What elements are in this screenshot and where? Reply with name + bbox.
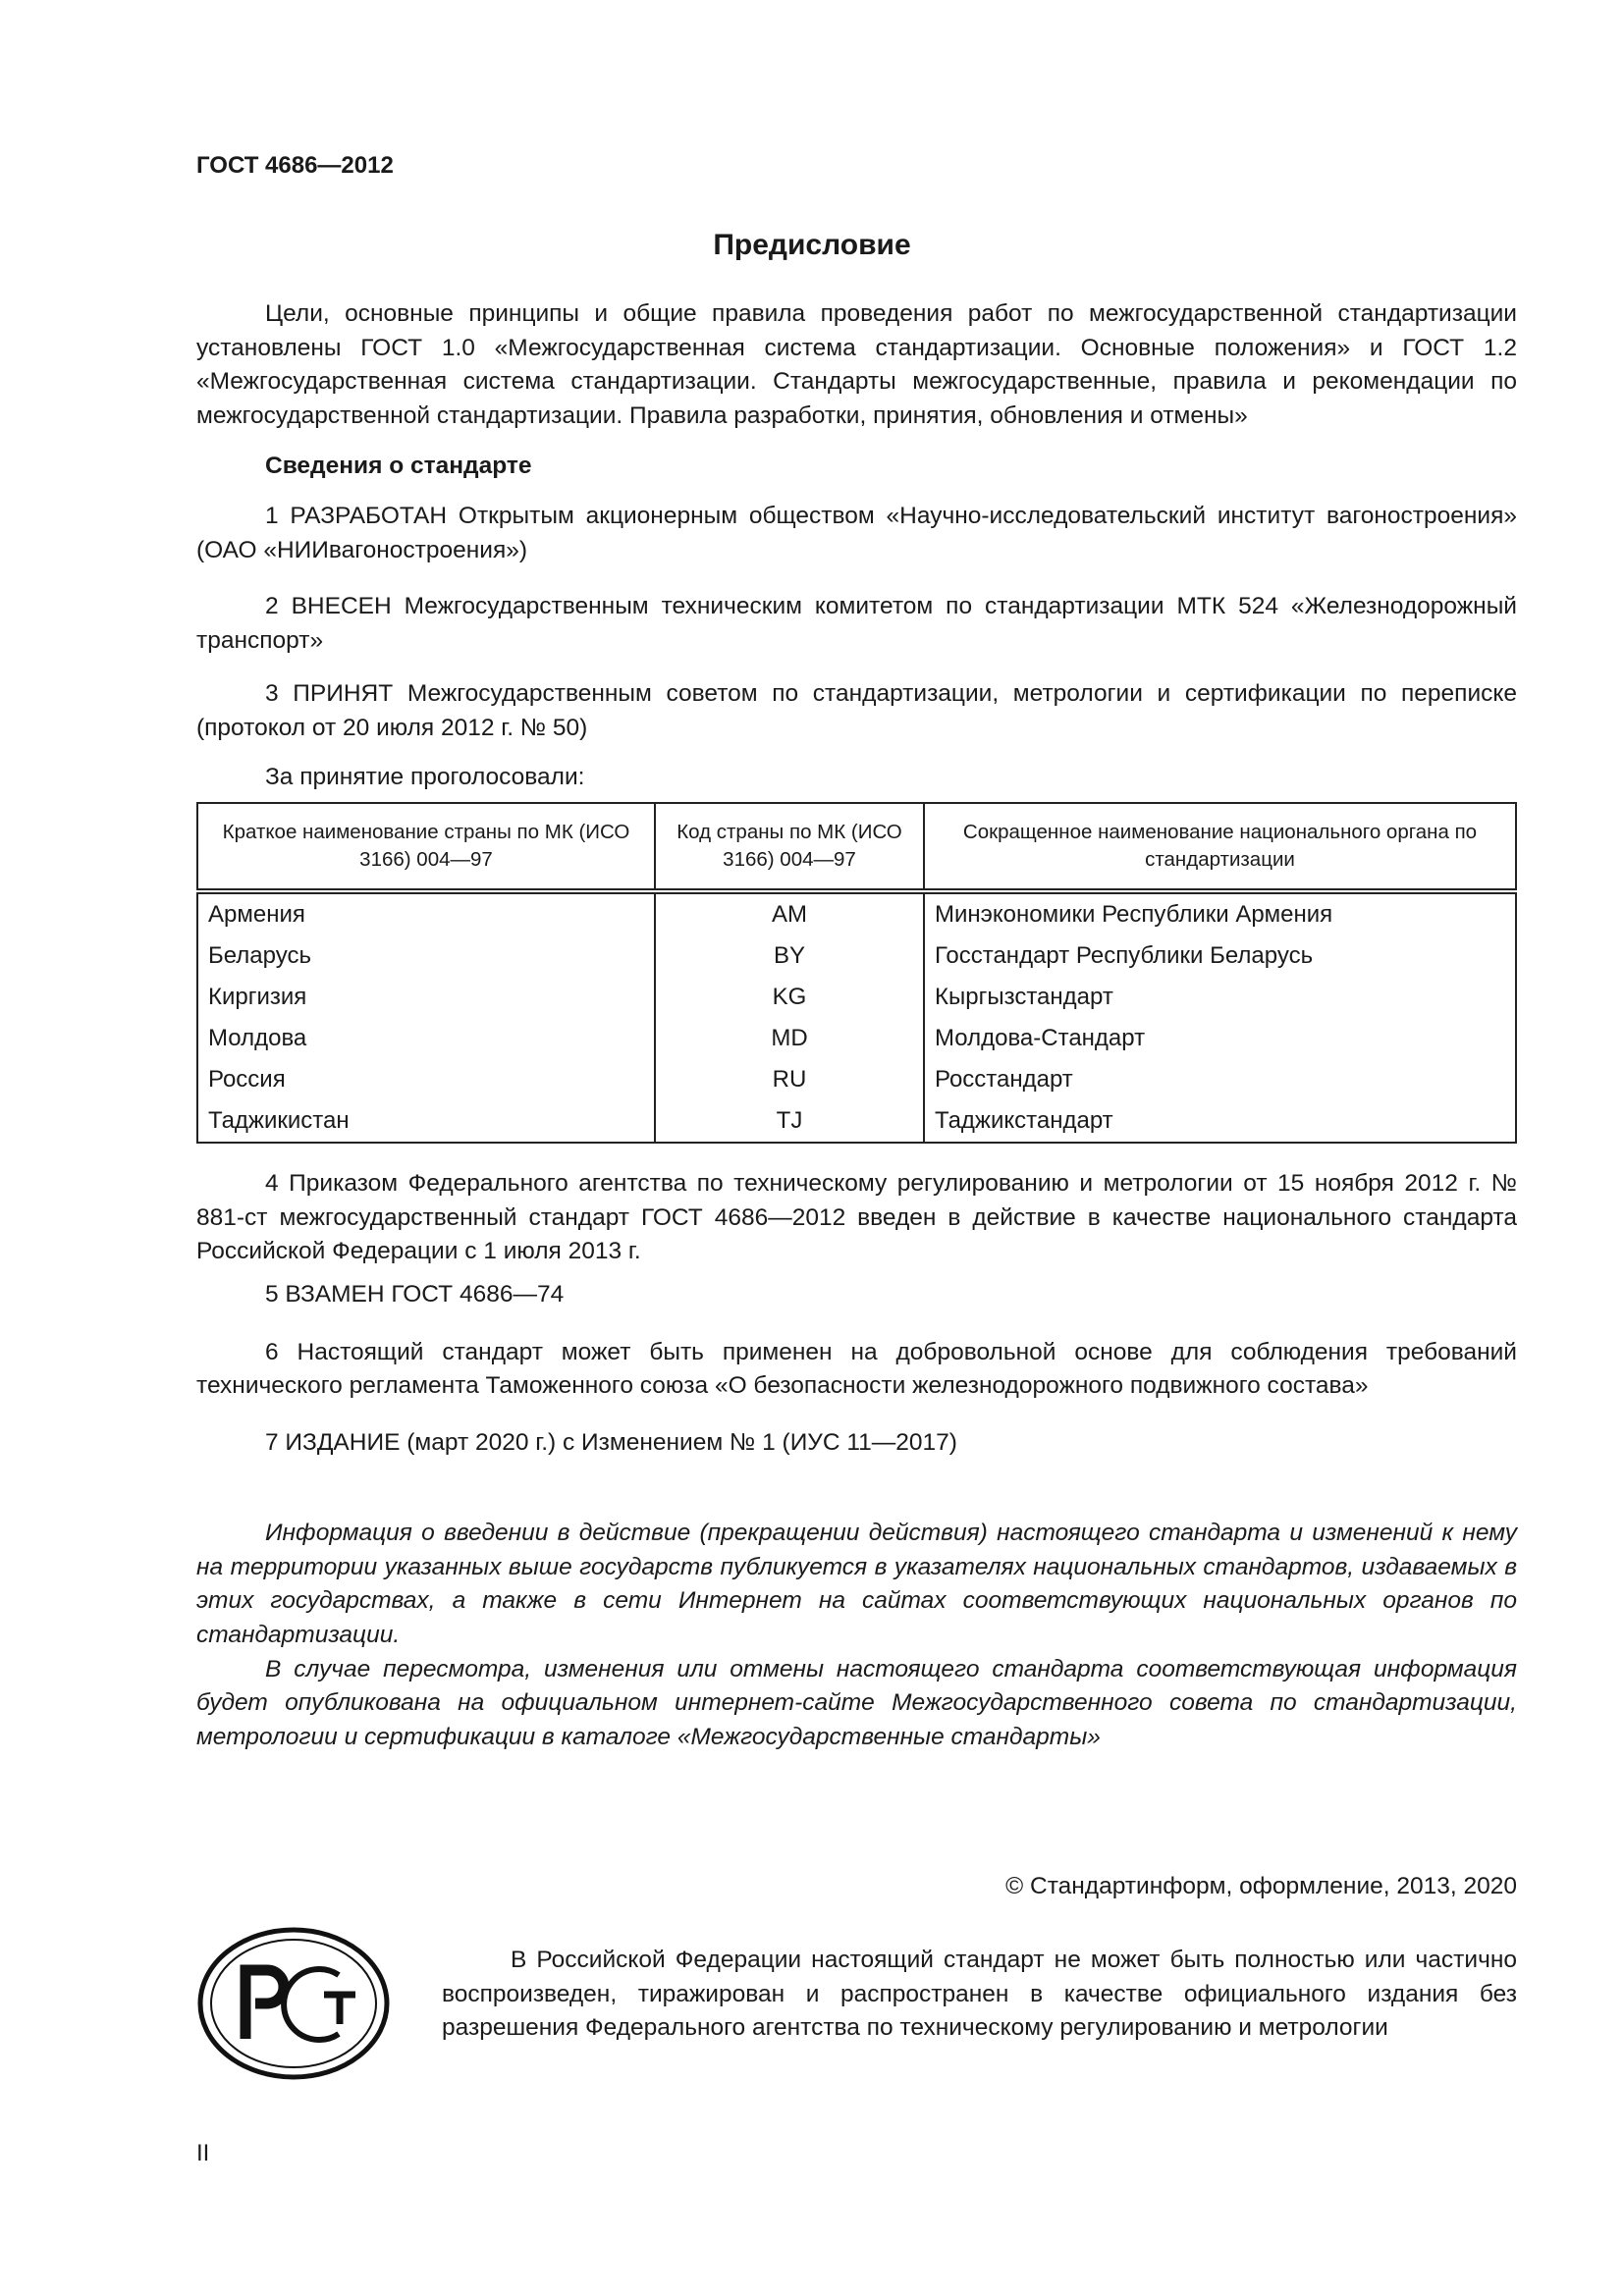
table-row (197, 1100, 1516, 1143)
code: BY (655, 935, 924, 977)
code: RU (655, 1059, 924, 1100)
copyright: © Стандартинформ, оформление, 2013, 2020 (1005, 1873, 1517, 1899)
code: MD (655, 1018, 924, 1059)
item-5: 5 ВЗАМЕН ГОСТ 4686—74 (265, 1280, 565, 1308)
body: Таджикстандарт (924, 1100, 1516, 1143)
body: Кыргызстандарт (924, 977, 1516, 1018)
code: AM (655, 891, 924, 935)
country: Россия (197, 1059, 655, 1100)
page-number: II (196, 2140, 210, 2166)
document-code: ГОСТ 4686—2012 (196, 152, 394, 179)
voting-table (196, 802, 1517, 1144)
intro-paragraph: Цели, основные принципы и общие правила проведения работ по межгосударственной стандартизации установлены ГОСТ 1.0 «Межгосударственная система стандартизации. Основные положения» и ГОСТ 1.2 «Межгосударственная система стандартизации. Стандарты межгосударственные, правила и рекомендации по межгосударственной стандартизации. Правила разработки, принятия, обновления и отмены» (196, 300, 1517, 429)
item-3: 3 ПРИНЯТ Межгосударственным советом по стандартизации, метрологии и сертификации по переписке (протокол от 20 июля 2012 г. № 50) (196, 680, 1517, 741)
body: Молдова-Стандарт (924, 1018, 1516, 1059)
notice-paragraph-1: Информация о введении в действие (прекращении действия) настоящего стандарта и изменений к нему на территории указанных выше государств публикуется в указателях национальных стандартов, издаваемых в этих государствах, а также в сети Интернет на сайтах соответствующих национальных органов по стандартизации. (196, 1520, 1517, 1649)
section-heading: Сведения о стандарте (265, 453, 532, 480)
table-header-row (197, 803, 1516, 891)
body: Росстандарт (924, 1059, 1516, 1100)
header-body: Сокращенное наименование национального органа по стандартизации (924, 803, 1516, 891)
item-7: 7 ИЗДАНИЕ (март 2020 г.) с Изменением № 1 (ИУС 11—2017) (265, 1428, 957, 1456)
country: Таджикистан (197, 1100, 655, 1143)
country: Армения (197, 891, 655, 935)
table-row (197, 935, 1516, 977)
page-title: Предисловие (713, 229, 911, 261)
foreword-body (196, 297, 1517, 1754)
header-country: Краткое наименование страны по МК (ИСО 3166) 004—97 (197, 803, 655, 891)
item-4: 4 Приказом Федерального агентства по техническому регулированию и метрологии от 15 ноября 2012 г. № 881-ст межгосударственный стандарт ГОСТ 4686—2012 введен в действие в качестве национального стандарта Российской Федерации с 1 июля 2013 г. (196, 1170, 1517, 1265)
item-2: 2 ВНЕСЕН Межгосударственным техническим комитетом по стандартизации МТК 524 «Железнодорожный транспорт» (196, 593, 1517, 654)
country: Беларусь (197, 935, 655, 977)
body: Минэкономики Республики Армения (924, 891, 1516, 935)
rst-logo-icon (196, 1926, 391, 2081)
header-code: Код страны по МК (ИСО 3166) 004—97 (655, 803, 924, 891)
code: KG (655, 977, 924, 1018)
table-row (197, 1018, 1516, 1059)
body: Госстандарт Республики Беларусь (924, 935, 1516, 977)
country: Молдова (197, 1018, 655, 1059)
table-row (197, 1059, 1516, 1100)
notice-paragraph-2: В случае пересмотра, изменения или отмены настоящего стандарта соответствующая информация будет опубликована на официальном интернет-сайте Межгосударственного совета по стандартизации, метрологии и сертификации в каталоге «Межгосударственные стандарты» (196, 1655, 1517, 1750)
rights-notice: В Российской Федерации настоящий стандарт не может быть полностью или частично воспроизведен, тиражирован и распространен в качестве официального издания без разрешения Федерального агентства по техническому регулированию и метрологии (442, 1947, 1517, 2042)
code: TJ (655, 1100, 924, 1143)
vote-intro: За принятие проголосовали: (265, 763, 585, 790)
country: Киргизия (197, 977, 655, 1018)
table-row (197, 977, 1516, 1018)
table-row (197, 891, 1516, 935)
item-6: 6 Настоящий стандарт может быть применен на добровольной основе для соблюдения требований технического регламента Таможенного союза «О безопасности железнодорожного подвижного состава» (196, 1338, 1517, 1400)
item-1: 1 РАЗРАБОТАН Открытым акционерным обществом «Научно-исследовательский институт вагоностроения» (ОАО «НИИвагоностроения») (196, 502, 1517, 563)
